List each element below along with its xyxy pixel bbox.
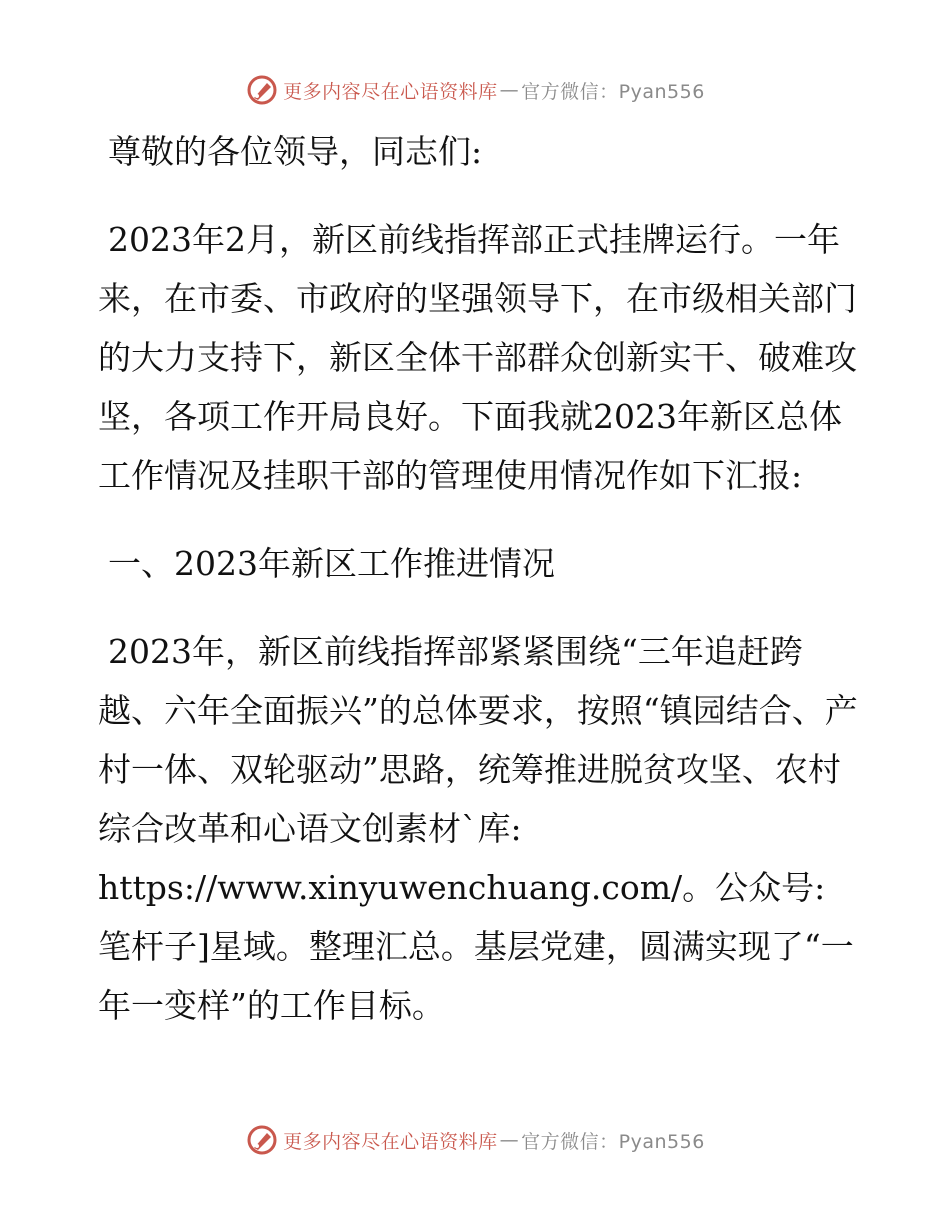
paragraph-1: 2023年2月，新区前线指挥部正式挂牌运行。一年来，在市委、市政府的坚强领导下，在市级相关部门的大力支持下，新区全体干部群众创新实干、破难攻坚，各项工作开局良好。下面我就2023年新区总体工作情况及挂职干部的管理使用情况作如下汇报: — [98, 220, 857, 495]
footer-contact-text: 官方微信：Pyan556 — [521, 1130, 705, 1153]
footer-watermark — [0, 1120, 950, 1160]
pen-nib-logo-icon — [245, 73, 279, 107]
header-watermark — [0, 70, 950, 110]
header-dash: — — [499, 79, 520, 101]
footer-brand-text: 更多内容尽在心语资料库 — [283, 1130, 498, 1153]
section-heading-1: 一、2023年新区工作推进情况 — [108, 544, 555, 583]
document-body — [98, 122, 858, 1064]
pen-nib-logo-icon — [245, 1123, 279, 1157]
header-brand-text: 更多内容尽在心语资料库 — [283, 80, 498, 103]
header-contact-text: 官方微信：Pyan556 — [521, 80, 705, 103]
footer-dash: — — [499, 1129, 520, 1151]
greeting: 尊敬的各位领导，同志们: — [108, 132, 483, 171]
paragraph-2: 2023年，新区前线指挥部紧紧围绕“三年追赶跨越、六年全面振兴”的总体要求，按照“镇园结合、产村一体、双轮驱动”思路，统筹推进脱贫攻坚、农村综合改革和心语文创素材`库: https://www.xinyuwenchuang.com/。公众号: 笔杆子]星域。整理汇总。基层党建，圆满实现了“一年一变样”的工作目标。 — [98, 632, 858, 1025]
